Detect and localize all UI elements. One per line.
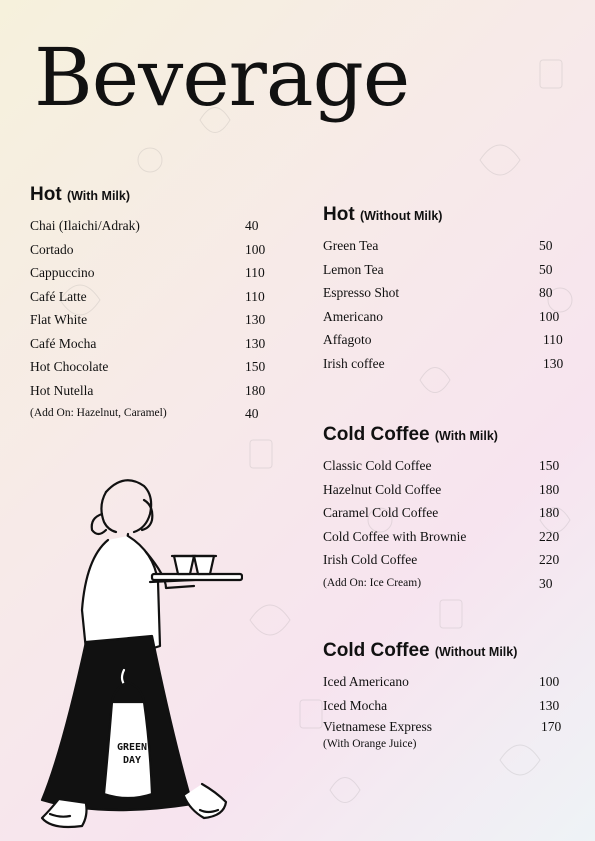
item-name: Cold Coffee with Brownie: [323, 528, 467, 544]
menu-item: [323, 305, 573, 329]
heading-main: Cold Coffee: [323, 424, 430, 445]
section-heading: [323, 424, 573, 446]
menu-item: [323, 352, 573, 376]
heading-main: Cold Coffee: [323, 640, 430, 661]
item-price: 130: [543, 355, 564, 371]
item-price: 110: [245, 288, 265, 304]
menu-item: [323, 478, 573, 502]
menu-item: [323, 717, 573, 737]
menu-item: [323, 525, 573, 549]
item-price: 130: [245, 312, 266, 327]
menu-item-addon: [323, 572, 573, 596]
item-name: Espresso Shot: [323, 285, 400, 300]
item-price: 220: [539, 552, 560, 567]
section-hot-with-milk: [30, 184, 275, 426]
item-name: Affagoto: [323, 332, 372, 347]
menu-item: [323, 548, 573, 572]
section-heading: [323, 204, 573, 226]
item-price: 180: [539, 505, 560, 520]
item-price: 110: [245, 265, 265, 280]
menu-item: [323, 258, 573, 282]
item-price: 80: [539, 285, 553, 300]
item-price: 130: [539, 697, 560, 713]
bag-text-2: DAY: [122, 755, 142, 766]
heading-main: Hot: [30, 184, 62, 205]
heading-sub: (With Milk): [434, 429, 498, 443]
menu-item-addon: [30, 402, 275, 426]
item-name: Irish Cold Coffee: [323, 552, 418, 567]
item-name: Green Tea: [323, 238, 379, 253]
menu-item: [30, 214, 275, 238]
item-price: 220: [539, 528, 560, 544]
item-price: 110: [543, 332, 563, 347]
item-name: Irish coffee: [323, 355, 385, 371]
heading-sub: (With Milk): [66, 189, 131, 203]
item-note: (With Orange Juice): [323, 738, 417, 750]
item-name: (Add On: Ice Cream): [323, 576, 422, 589]
menu-item: [30, 285, 275, 309]
item-name: Hot Nutella: [30, 382, 94, 398]
item-price: 40: [245, 406, 259, 421]
item-price: 180: [245, 382, 266, 398]
item-name: Iced Mocha: [323, 697, 388, 713]
item-price: 150: [245, 359, 266, 374]
item-name: Americano: [323, 308, 383, 324]
section-cold-coffee-without-milk: [323, 640, 573, 751]
menu-item: [323, 281, 573, 305]
menu-item: [323, 501, 573, 525]
item-price: 180: [539, 481, 560, 497]
item-price: 30: [539, 575, 553, 591]
heading-main: Hot: [323, 204, 355, 225]
heading-sub: (Without Milk): [359, 209, 443, 223]
item-price: 100: [539, 308, 560, 324]
item-name: Caramel Cold Coffee: [323, 505, 439, 520]
item-name: Hot Chocolate: [30, 359, 109, 374]
item-name: Cortado: [30, 241, 74, 257]
section-heading: [30, 184, 275, 206]
item-price: 100: [245, 241, 266, 257]
item-name: Chai (Ilaichi/Adrak): [30, 218, 140, 233]
waitress-illustration: [28, 470, 243, 840]
menu-item: [323, 454, 573, 478]
item-price: 50: [539, 261, 553, 277]
section-heading: [323, 640, 573, 662]
menu-item: [323, 234, 573, 258]
item-price: 100: [539, 674, 560, 689]
item-price: 150: [539, 458, 560, 473]
item-name: Flat White: [30, 312, 88, 327]
bag-text-1: GREEN: [116, 742, 148, 753]
item-name: (Add On: Hazelnut, Caramel): [30, 407, 167, 419]
item-name: Cappuccino: [30, 265, 95, 280]
item-price: 50: [539, 238, 553, 253]
item-name: Café Latte: [30, 288, 87, 304]
menu-item: [30, 332, 275, 356]
item-price: 170: [541, 719, 562, 734]
menu-item: [30, 308, 275, 332]
item-name: Classic Cold Coffee: [323, 458, 432, 473]
section-cold-coffee-with-milk: [323, 424, 573, 595]
menu-item: [30, 261, 275, 285]
menu-item: [30, 379, 275, 403]
item-name: Vietnamese Express: [323, 719, 433, 734]
item-price: 130: [245, 335, 266, 351]
item-name: Café Mocha: [30, 335, 97, 351]
item-name: Lemon Tea: [323, 261, 384, 277]
menu-item: [30, 355, 275, 379]
menu-item: [323, 328, 573, 352]
menu-item: [323, 670, 573, 694]
item-name: Hazelnut Cold Coffee: [323, 481, 442, 497]
heading-sub: (Without Milk): [434, 645, 518, 659]
menu-item: [30, 238, 275, 262]
page-title: Beverage: [34, 31, 410, 124]
item-price: 40: [245, 218, 259, 233]
section-hot-without-milk: [323, 204, 573, 375]
menu-item: [323, 694, 573, 718]
item-name: Iced Americano: [323, 674, 409, 689]
